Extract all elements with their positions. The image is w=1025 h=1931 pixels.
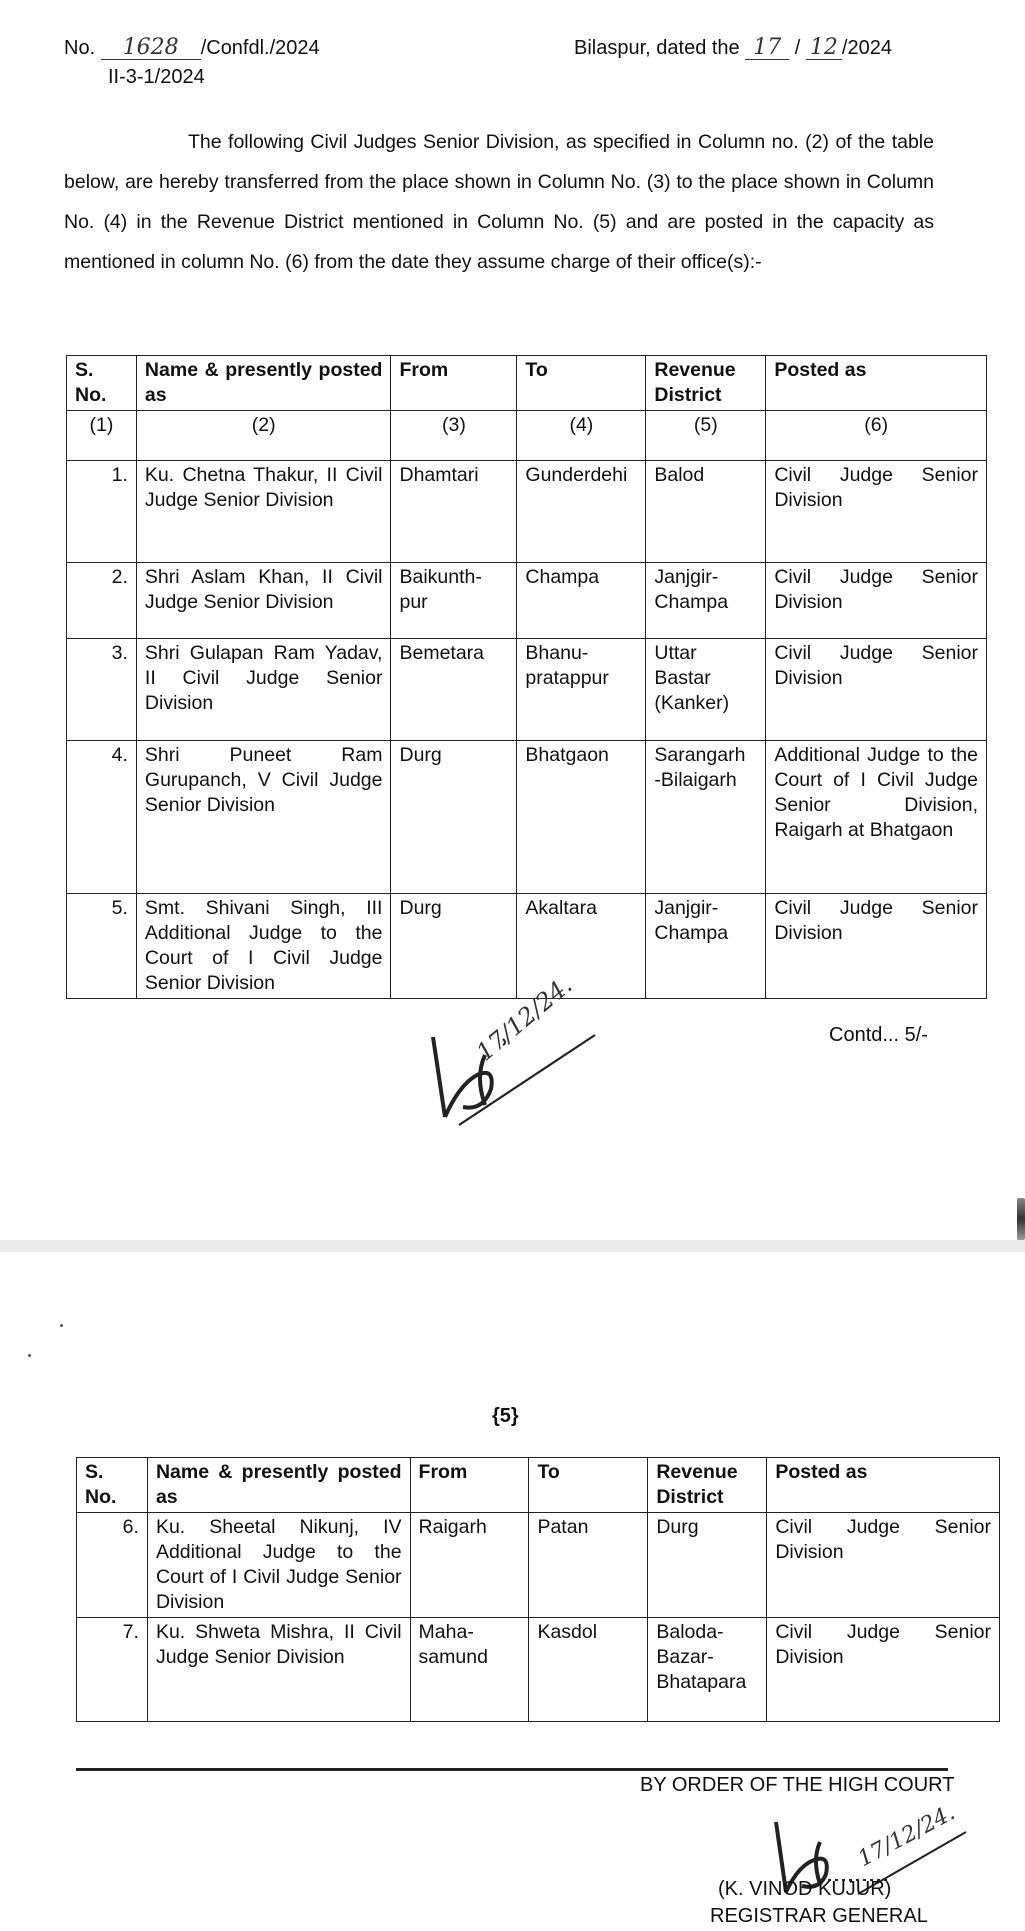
page-separator	[0, 1240, 1025, 1252]
header-from: From	[391, 356, 517, 411]
order-number: 1628	[101, 37, 201, 60]
date-month: 12	[806, 37, 842, 60]
initials-date: 17/12/24.	[471, 970, 578, 1067]
table-row: 1. Ku. Chetna Thakur, II Civil Judge Senior Division Dhamtari Gunderdehi Balod Civil Judge Senior Division	[67, 461, 987, 563]
header-to: To	[517, 356, 646, 411]
transfer-table-page-2	[76, 1457, 1000, 1722]
order-number-line: No. 1628 /Confdl./2024	[64, 35, 320, 60]
table-row: 4. Shri Puneet Ram Gurupanch, V Civil Judge Senior Division Durg Bhatgaon Sarangarh -Bilaigarh Additional Judge to the Court of I Civil Judge Senior Division, Raigarh at Bhatgaon	[67, 741, 987, 894]
header-posted: Posted as	[766, 356, 987, 411]
header-sno: S. No.	[67, 356, 137, 411]
initials-signature	[425, 970, 605, 1135]
scan-speck	[60, 1324, 63, 1327]
column-number-row: (1) (2) (3) (4) (5) (6)	[67, 411, 987, 461]
signatory-name: (K. VINOD KUJUR)	[718, 1878, 892, 1900]
table-header-row	[67, 356, 987, 411]
page-number: {5}	[492, 1405, 519, 1427]
table-header-row: S. No. Name & presently posted as From To Revenue District Posted as	[77, 1458, 1000, 1513]
signature-date: 17/12/24.	[854, 1800, 960, 1873]
continued-note: Contd... 5/-	[829, 1024, 928, 1046]
page-2	[0, 1252, 1025, 1931]
scan-speck	[28, 1354, 31, 1357]
place-date-line: Bilaspur, dated the 17 / 12 /2024	[574, 35, 892, 60]
table-row: 7. Ku. Shweta Mishra, II Civil Judge Senior Division Maha-samund Kasdol Baloda-Bazar-Bhatapara Civil Judge Senior Division	[77, 1618, 1000, 1722]
signatory-designation: REGISTRAR GENERAL	[710, 1905, 928, 1927]
header-district: Revenue District	[646, 356, 766, 411]
table-row: 2. Shri Aslam Khan, II Civil Judge Senior Division Baikunth-pur Champa Janjgir-Champa Civil Judge Senior Division	[67, 563, 987, 639]
scan-edge-mark	[1017, 1198, 1025, 1240]
header-name: Name & presently posted as	[136, 356, 391, 411]
table-row: 6. Ku. Sheetal Nikunj, IV Additional Judge to the Court of I Civil Judge Senior Division Raigarh Patan Durg Civil Judge Senior Division	[77, 1513, 1000, 1618]
transfer-table-page-1	[66, 355, 987, 999]
table-row: 5. Smt. Shivani Singh, III Additional Judge to the Court of I Civil Judge Senior Division Durg Akaltara Janjgir-Champa Civil Judge Senior Division	[67, 894, 987, 999]
order-authority: BY ORDER OF THE HIGH COURT	[640, 1774, 955, 1796]
date-day: 17	[745, 37, 789, 60]
footer-rule	[76, 1768, 948, 1771]
body-paragraph: The following Civil Judges Senior Division, as specified in Column no. (2) of the table below, are hereby transferred from the place shown in Column No. (3) to the place shown in Column No. (4) in the Revenue District mentioned in Column No. (5) and are posted in the capacity as mentioned in column No. (6) from the date they assume charge of their office(s):-	[64, 131, 934, 273]
table-row: 3. Shri Gulapan Ram Yadav, II Civil Judge Senior Division Bemetara Bhanu-pratappur Uttar Bastar (Kanker) Civil Judge Senior Division	[67, 639, 987, 741]
file-reference: II-3-1/2024	[108, 66, 205, 88]
